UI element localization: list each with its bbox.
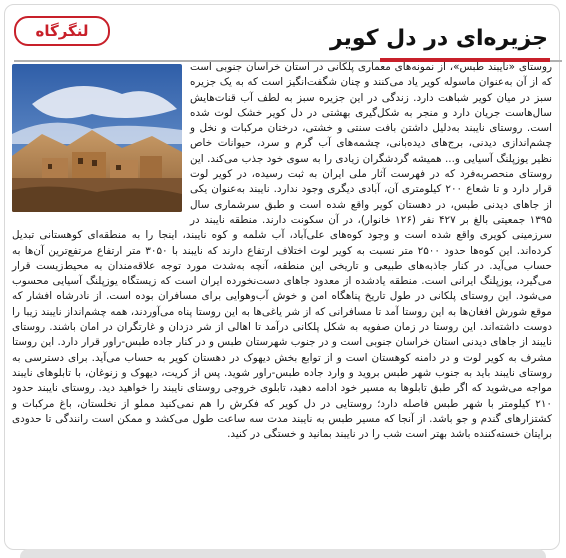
article-body: [12, 60, 552, 442]
next-section-edge: [20, 549, 546, 558]
section-badge: لنگرگاه: [14, 16, 110, 46]
article-paragraph: روستای «نایبند طبس»، از نمونه‌های معماری پلکانی در استان خراسان جنوبی است که از آن به‌عنوان ماسوله کویر یاد می‌کنند و چنان شگفت‌انگیز است که به یک جزیره سبز در میان کویر شباهت دارد. زندگی در این جزیره سبز به لطف آب قنات‌هایش سال‌هاست جریان دارد و منجر به شکل‌گیری بهشتی در دل کویر خشک لوت شده است. روستای نایبند به‌دلیل داشتن بافت سنتی و خشتی، درختان مرکبات و نخل و چشم‌اندازی دیدنی، برج‌های دیده‌بانی، چشمه‌های آب گرم و سرد، حیوانات خاص نظیر یوزپلنگ آسیایی و... همیشه گردشگران زیادی را به سوی خود جذب می‌کند. این روستای منحصربه‌فرد که در فهرست آثار ملی ایران به ثبت رسیده، در کویر لوت قرار دارد و تا شعاع ۲۰۰ کیلومتری آن، آبادی دیگری وجود ندارد. نایبند به‌عنوان یکی از جاهای دیدنی طبس، در دهستان کویر واقع شده است و طبق سرشماری سال ۱۳۹۵ جمعیتی بالغ بر ۴۲۷ نفر (۱۲۶ خانوار)، در آن سکونت دارند. منطقه نایبند در سرزمینی کویری واقع شده است و وجود کوه‌های علی‌آباد، آب شلمه و کوه نایبند، اینجا را به منطقه‌ای کوهستانی تبدیل کرده‌اند. این کوه‌ها حدود ۲۵۰۰ متر نسبت به کویر لوت اختلاف ارتفاع دارند که نایبند با ۳۰۵۰ متر ارتفاع مرتفع‌ترین آن‌ها به حساب می‌آید. در کنار جاذبه‌های طبیعی و تاریخی این منطقه، آنچه به‌شدت مورد توجه علاقه‌مندان به محیط‌زیست قرار می‌گیرد، یوزپلنگ ایرانی است. منطقه یادشده از معدود جاهای دست‌نخورده ایران است که زیستگاه یوزپلنگ آسیایی محسوب می‌شود. این روستای پلکانی در طول تاریخ پناهگاه امن و خوش آب‌وهوایی برای مسافران بوده است. از نادرشاه افشار که موقع شورش افغان‌ها به این روستا آمد تا مسافرانی که از شر یاغی‌ها به این روستا پناه می‌آوردند، همه چشم‌انداز نایبند زیبا را دوست داشته‌اند. این روستا در زمان صفویه به شکل پلکانی درآمد تا اهالی از شر دزدان و غارتگران در امان باشند. روستای نایبند از جاهای دیدنی استان خراسان جنوبی است و در جنوب شهرستان طبس و در کنار جاده طبس-راور قرار دارد. این روستا مشرف به کویر لوت و در دامنه کوهستان است و از توابع بخش دیهوک در دهستان کویر به حساب می‌آید. برای دسترسی به روستای نایبند باید به جنوب شهر طبس بروید و وارد جاده طبس-راور شوید. پس از کریت، دیهوک و زنوغان، با تابلوهای نایبند مواجه می‌شوید که اگر طبق تابلوها به مسیر خود ادامه دهید، تابلوی خروجی روستای نایبند را خواهید دید. روستای نایبند حدود ۲۱۰ کیلومتر با شهر طبس فاصله دارد؛ روستایی در دل کویر که فکرش را هم نمی‌کنید مملو از نخلستان، باغ مرکبات و کشتزارهای گندم و جو باشد. از آنجا که مسیر طبس به نایبند مدت سه ساعت طول می‌کشد و ممکن است رانندگی تا حدودی برایتان خسته‌کننده باشد بهتر است شب را در نایبند بمانید و خستگی در کنید.: [12, 61, 552, 441]
article-title: جزیره‌ای در دل کویر: [329, 26, 548, 51]
article-header: [6, 8, 558, 62]
desert-village-photo-icon: [12, 64, 182, 212]
photo-illustration: [12, 64, 182, 212]
